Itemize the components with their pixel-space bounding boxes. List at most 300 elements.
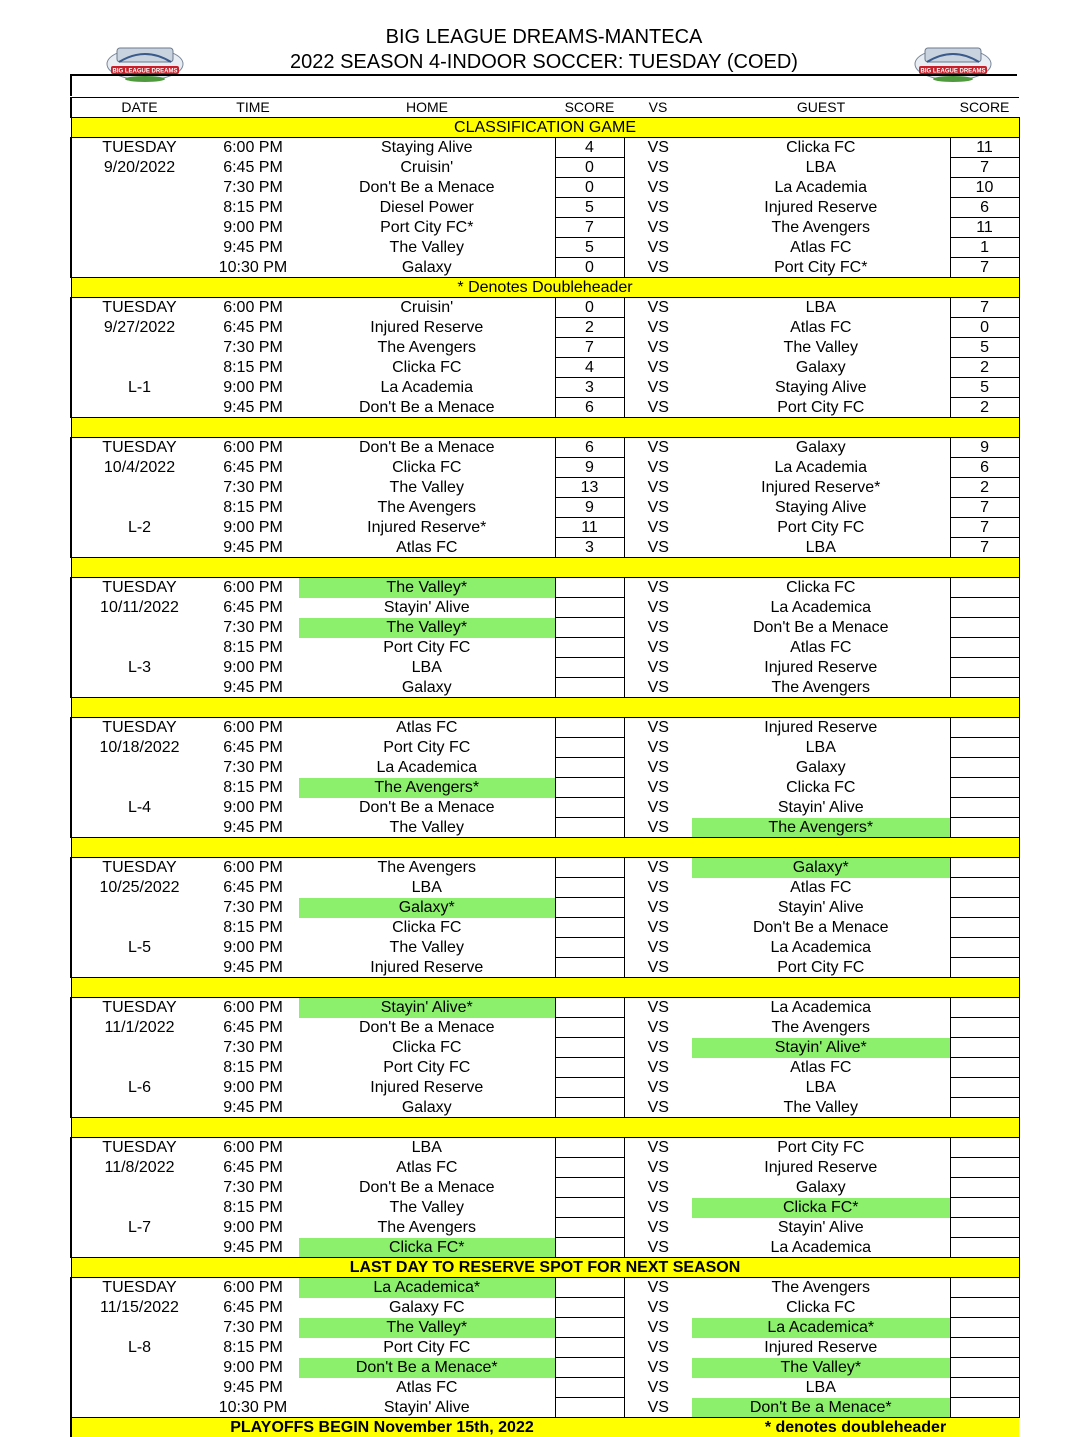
guest-score	[950, 778, 1019, 798]
game-row	[71, 658, 1019, 678]
game-row	[71, 878, 1019, 898]
home-team: The Valley	[299, 1198, 555, 1218]
game-row	[71, 298, 1019, 318]
column-header-home: HOME	[299, 98, 555, 118]
home-score	[555, 738, 624, 758]
home-team: Injured Reserve	[299, 958, 555, 978]
game-row	[71, 398, 1019, 418]
home-score	[555, 1138, 624, 1158]
vs-label: VS	[624, 1218, 692, 1238]
vs-label: VS	[624, 958, 692, 978]
game-row	[71, 438, 1019, 458]
guest-team: The Avengers	[692, 678, 950, 698]
home-team: Don't Be a Menace	[299, 438, 555, 458]
game-time: 7:30 PM	[207, 1038, 299, 1058]
game-time: 9:00 PM	[207, 378, 299, 398]
guest-score	[950, 938, 1019, 958]
vs-label: VS	[624, 858, 692, 878]
home-score: 4	[555, 138, 624, 158]
home-score: 11	[555, 518, 624, 538]
game-time: 6:00 PM	[207, 438, 299, 458]
guest-score	[950, 1078, 1019, 1098]
game-time: 7:30 PM	[207, 618, 299, 638]
vs-label: VS	[624, 1318, 692, 1338]
game-date	[71, 1198, 207, 1218]
game-row	[71, 998, 1019, 1018]
game-time: 8:15 PM	[207, 1058, 299, 1078]
playoffs-note: PLAYOFFS BEGIN November 15th, 2022	[71, 1418, 692, 1437]
home-score	[555, 798, 624, 818]
guest-team: Don't Be a Menace	[692, 918, 950, 938]
game-row	[71, 1318, 1019, 1338]
section-band	[71, 1258, 1019, 1278]
guest-team: Stayin' Alive*	[692, 1038, 950, 1058]
guest-team: The Valley	[692, 338, 950, 358]
vs-label: VS	[624, 298, 692, 318]
game-row	[71, 1098, 1019, 1118]
game-row	[71, 458, 1019, 478]
game-row	[71, 358, 1019, 378]
home-team: Port City FC	[299, 1338, 555, 1358]
game-row	[71, 938, 1019, 958]
game-row	[71, 1198, 1019, 1218]
home-team: Injured Reserve*	[299, 518, 555, 538]
game-date: 10/11/2022	[71, 598, 207, 618]
guest-team: LBA	[692, 158, 950, 178]
vs-label: VS	[624, 778, 692, 798]
page-title: BIG LEAGUE DREAMS-MANTECA	[0, 26, 1088, 48]
guest-score: 6	[950, 198, 1019, 218]
guest-team: Stayin' Alive	[692, 898, 950, 918]
header-rule	[70, 74, 1017, 76]
section-band-label: * Denotes Doubleheader	[71, 278, 1019, 298]
vs-label: VS	[624, 1018, 692, 1038]
vs-label: VS	[624, 578, 692, 598]
vs-label: VS	[624, 658, 692, 678]
vs-label: VS	[624, 918, 692, 938]
guest-team: Atlas FC	[692, 638, 950, 658]
guest-score	[950, 1298, 1019, 1318]
game-date	[71, 818, 207, 838]
home-score: 3	[555, 538, 624, 558]
vs-label: VS	[624, 1038, 692, 1058]
vs-label: VS	[624, 1058, 692, 1078]
section-band-label	[71, 978, 1019, 998]
guest-score: 7	[950, 258, 1019, 278]
game-time: 6:00 PM	[207, 1138, 299, 1158]
home-team: Atlas FC	[299, 1158, 555, 1178]
vs-label: VS	[624, 258, 692, 278]
home-score: 9	[555, 458, 624, 478]
guest-team: The Valley*	[692, 1358, 950, 1378]
game-date	[71, 1378, 207, 1398]
guest-team: Stayin' Alive	[692, 1218, 950, 1238]
game-date	[71, 538, 207, 558]
vs-label: VS	[624, 158, 692, 178]
game-date: 11/1/2022	[71, 1018, 207, 1038]
home-score	[555, 818, 624, 838]
game-date	[71, 918, 207, 938]
home-team: The Valley	[299, 238, 555, 258]
guest-score	[950, 1158, 1019, 1178]
game-date: TUESDAY	[71, 718, 207, 738]
guest-score: 2	[950, 478, 1019, 498]
header-rule-left	[70, 74, 72, 96]
guest-team: Port City FC*	[692, 258, 950, 278]
guest-score: 5	[950, 338, 1019, 358]
section-band-label	[71, 558, 1019, 578]
game-time: 8:15 PM	[207, 918, 299, 938]
guest-score	[950, 958, 1019, 978]
guest-score	[950, 618, 1019, 638]
home-score: 0	[555, 178, 624, 198]
home-score	[555, 1338, 624, 1358]
guest-score	[950, 658, 1019, 678]
game-time: 6:45 PM	[207, 598, 299, 618]
game-row	[71, 518, 1019, 538]
vs-label: VS	[624, 818, 692, 838]
guest-team: Port City FC	[692, 1138, 950, 1158]
home-score: 7	[555, 338, 624, 358]
game-row	[71, 1218, 1019, 1238]
game-date	[71, 1238, 207, 1258]
game-date: L-8	[71, 1338, 207, 1358]
guest-score: 6	[950, 458, 1019, 478]
game-time: 9:45 PM	[207, 538, 299, 558]
column-header-date: DATE	[71, 98, 207, 118]
game-date: TUESDAY	[71, 438, 207, 458]
section-band	[71, 558, 1019, 578]
game-time: 9:45 PM	[207, 818, 299, 838]
guest-score	[950, 1338, 1019, 1358]
guest-score	[950, 578, 1019, 598]
svg-text:BIG LEAGUE DREAMS: BIG LEAGUE DREAMS	[112, 69, 177, 75]
guest-team: Galaxy	[692, 358, 950, 378]
home-score: 6	[555, 398, 624, 418]
section-band	[71, 418, 1019, 438]
game-time: 7:30 PM	[207, 758, 299, 778]
guest-score	[950, 1058, 1019, 1078]
column-header-vs: VS	[624, 98, 692, 118]
game-time: 7:30 PM	[207, 338, 299, 358]
guest-team: Clicka FC	[692, 778, 950, 798]
home-team: Clicka FC	[299, 358, 555, 378]
vs-label: VS	[624, 1298, 692, 1318]
vs-label: VS	[624, 338, 692, 358]
home-team: Galaxy	[299, 258, 555, 278]
vs-label: VS	[624, 938, 692, 958]
game-date	[71, 398, 207, 418]
vs-label: VS	[624, 598, 692, 618]
guest-team: La Academia	[692, 458, 950, 478]
guest-team: Staying Alive	[692, 378, 950, 398]
home-score	[555, 998, 624, 1018]
big-league-dreams-logo	[913, 42, 993, 84]
section-band-label	[71, 838, 1019, 858]
game-row	[71, 538, 1019, 558]
vs-label: VS	[624, 618, 692, 638]
home-score: 3	[555, 378, 624, 398]
guest-team: La Academica	[692, 598, 950, 618]
section-band-label: CLASSIFICATION GAME	[71, 118, 1019, 138]
home-score	[555, 638, 624, 658]
game-time: 9:00 PM	[207, 218, 299, 238]
home-team: Diesel Power	[299, 198, 555, 218]
guest-score	[950, 1318, 1019, 1338]
game-row	[71, 1278, 1019, 1298]
game-row	[71, 338, 1019, 358]
guest-score: 2	[950, 358, 1019, 378]
game-time: 9:45 PM	[207, 1098, 299, 1118]
vs-label: VS	[624, 1138, 692, 1158]
home-team: LBA	[299, 1138, 555, 1158]
game-time: 8:15 PM	[207, 778, 299, 798]
guest-team: La Academia	[692, 178, 950, 198]
game-date	[71, 178, 207, 198]
vs-label: VS	[624, 138, 692, 158]
game-time: 6:45 PM	[207, 1018, 299, 1038]
game-row	[71, 1378, 1019, 1398]
game-date	[71, 238, 207, 258]
game-row	[71, 1158, 1019, 1178]
guest-score	[950, 1018, 1019, 1038]
home-team: Don't Be a Menace	[299, 1178, 555, 1198]
game-row	[71, 578, 1019, 598]
game-date: TUESDAY	[71, 578, 207, 598]
game-date	[71, 198, 207, 218]
home-team: Injured Reserve	[299, 318, 555, 338]
guest-team: LBA	[692, 1378, 950, 1398]
game-time: 6:45 PM	[207, 1158, 299, 1178]
game-date: L-4	[71, 798, 207, 818]
guest-team: LBA	[692, 1078, 950, 1098]
game-row	[71, 478, 1019, 498]
home-team: Atlas FC	[299, 1378, 555, 1398]
game-row	[71, 1058, 1019, 1078]
game-row	[71, 1298, 1019, 1318]
game-row	[71, 1358, 1019, 1378]
home-score	[555, 718, 624, 738]
section-band-label	[71, 418, 1019, 438]
home-team: The Valley*	[299, 1318, 555, 1338]
guest-team: Atlas FC	[692, 318, 950, 338]
home-team: Don't Be a Menace	[299, 1018, 555, 1038]
guest-team: Injured Reserve*	[692, 478, 950, 498]
game-date	[71, 1058, 207, 1078]
home-team: Clicka FC	[299, 918, 555, 938]
game-row	[71, 1238, 1019, 1258]
column-header-row	[71, 98, 1019, 118]
guest-score	[950, 818, 1019, 838]
guest-team: Injured Reserve	[692, 718, 950, 738]
game-date: 10/25/2022	[71, 878, 207, 898]
vs-label: VS	[624, 1278, 692, 1298]
vs-label: VS	[624, 1198, 692, 1218]
vs-label: VS	[624, 638, 692, 658]
home-score: 7	[555, 218, 624, 238]
game-row	[71, 718, 1019, 738]
guest-score	[950, 1198, 1019, 1218]
home-score: 0	[555, 158, 624, 178]
home-score	[555, 578, 624, 598]
vs-label: VS	[624, 178, 692, 198]
game-date	[71, 1178, 207, 1198]
game-date: TUESDAY	[71, 298, 207, 318]
vs-label: VS	[624, 438, 692, 458]
svg-text:BIG LEAGUE DREAMS: BIG LEAGUE DREAMS	[920, 69, 985, 75]
vs-label: VS	[624, 318, 692, 338]
home-score	[555, 1078, 624, 1098]
home-team: La Academica*	[299, 1278, 555, 1298]
home-team: Don't Be a Menace*	[299, 1358, 555, 1378]
game-time: 6:00 PM	[207, 718, 299, 738]
home-team: La Academica	[299, 758, 555, 778]
home-score: 0	[555, 298, 624, 318]
guest-team: La Academica	[692, 998, 950, 1018]
game-row	[71, 238, 1019, 258]
guest-team: Injured Reserve	[692, 198, 950, 218]
guest-team: The Avengers	[692, 1018, 950, 1038]
game-row	[71, 638, 1019, 658]
game-time: 8:15 PM	[207, 358, 299, 378]
game-date	[71, 638, 207, 658]
guest-team: Galaxy	[692, 758, 950, 778]
game-row	[71, 1138, 1019, 1158]
game-date: L-5	[71, 938, 207, 958]
game-time: 6:00 PM	[207, 858, 299, 878]
home-team: Port City FC*	[299, 218, 555, 238]
home-score	[555, 658, 624, 678]
guest-team: Port City FC	[692, 518, 950, 538]
game-time: 7:30 PM	[207, 1178, 299, 1198]
game-time: 9:45 PM	[207, 238, 299, 258]
home-score	[555, 1218, 624, 1238]
home-team: Port City FC	[299, 738, 555, 758]
game-time: 9:00 PM	[207, 1218, 299, 1238]
game-date: 10/18/2022	[71, 738, 207, 758]
game-time: 9:00 PM	[207, 1078, 299, 1098]
game-time: 9:45 PM	[207, 1378, 299, 1398]
vs-label: VS	[624, 198, 692, 218]
vs-label: VS	[624, 358, 692, 378]
game-row	[71, 318, 1019, 338]
home-score: 13	[555, 478, 624, 498]
home-score	[555, 618, 624, 638]
guest-team: Don't Be a Menace*	[692, 1398, 950, 1418]
game-row	[71, 1018, 1019, 1038]
home-team: Cruisin'	[299, 158, 555, 178]
column-header-time: TIME	[207, 98, 299, 118]
game-row	[71, 198, 1019, 218]
guest-score: 7	[950, 158, 1019, 178]
guest-score	[950, 878, 1019, 898]
game-row	[71, 1078, 1019, 1098]
game-row	[71, 598, 1019, 618]
game-date: TUESDAY	[71, 998, 207, 1018]
home-score	[555, 1158, 624, 1178]
guest-score	[950, 1038, 1019, 1058]
vs-label: VS	[624, 398, 692, 418]
vs-label: VS	[624, 718, 692, 738]
game-row	[71, 1178, 1019, 1198]
home-team: The Valley*	[299, 578, 555, 598]
game-time: 9:45 PM	[207, 398, 299, 418]
home-team: The Avengers	[299, 858, 555, 878]
home-score	[555, 1098, 624, 1118]
guest-team: La Academica*	[692, 1318, 950, 1338]
game-date: TUESDAY	[71, 1138, 207, 1158]
guest-score: 9	[950, 438, 1019, 458]
game-time: 9:00 PM	[207, 518, 299, 538]
vs-label: VS	[624, 458, 692, 478]
home-score	[555, 1318, 624, 1338]
home-team: Atlas FC	[299, 718, 555, 738]
game-date	[71, 898, 207, 918]
home-team: Don't Be a Menace	[299, 398, 555, 418]
guest-score: 7	[950, 538, 1019, 558]
home-score: 4	[555, 358, 624, 378]
game-row	[71, 498, 1019, 518]
guest-score: 11	[950, 138, 1019, 158]
game-time: 9:00 PM	[207, 658, 299, 678]
guest-score	[950, 718, 1019, 738]
home-team: Stayin' Alive	[299, 598, 555, 618]
home-team: Don't Be a Menace	[299, 798, 555, 818]
home-team: Clicka FC*	[299, 1238, 555, 1258]
vs-label: VS	[624, 238, 692, 258]
home-team: Port City FC	[299, 1058, 555, 1078]
section-band	[71, 1118, 1019, 1138]
game-row	[71, 918, 1019, 938]
game-date	[71, 478, 207, 498]
home-score	[555, 1278, 624, 1298]
game-time: 6:00 PM	[207, 998, 299, 1018]
game-date	[71, 1098, 207, 1118]
guest-team: Injured Reserve	[692, 1158, 950, 1178]
game-row	[71, 898, 1019, 918]
game-date	[71, 758, 207, 778]
page-subtitle: 2022 SEASON 4-INDOOR SOCCER: TUESDAY (COED)	[0, 51, 1088, 73]
guest-team: The Valley	[692, 1098, 950, 1118]
vs-label: VS	[624, 1178, 692, 1198]
home-team: Port City FC	[299, 638, 555, 658]
game-row	[71, 798, 1019, 818]
game-time: 9:00 PM	[207, 1358, 299, 1378]
guest-score: 7	[950, 518, 1019, 538]
home-score	[555, 598, 624, 618]
game-time: 6:00 PM	[207, 1278, 299, 1298]
game-time: 7:30 PM	[207, 1318, 299, 1338]
home-score	[555, 1198, 624, 1218]
home-team: The Valley	[299, 818, 555, 838]
guest-team: LBA	[692, 738, 950, 758]
guest-team: Clicka FC	[692, 138, 950, 158]
guest-team: La Academica	[692, 938, 950, 958]
guest-score	[950, 1138, 1019, 1158]
vs-label: VS	[624, 1378, 692, 1398]
home-score: 0	[555, 258, 624, 278]
guest-team: Staying Alive	[692, 498, 950, 518]
guest-score	[950, 758, 1019, 778]
vs-label: VS	[624, 1338, 692, 1358]
home-score	[555, 1038, 624, 1058]
game-row	[71, 1338, 1019, 1358]
home-score: 6	[555, 438, 624, 458]
home-score	[555, 938, 624, 958]
vs-label: VS	[624, 798, 692, 818]
game-date	[71, 778, 207, 798]
game-time: 9:00 PM	[207, 798, 299, 818]
